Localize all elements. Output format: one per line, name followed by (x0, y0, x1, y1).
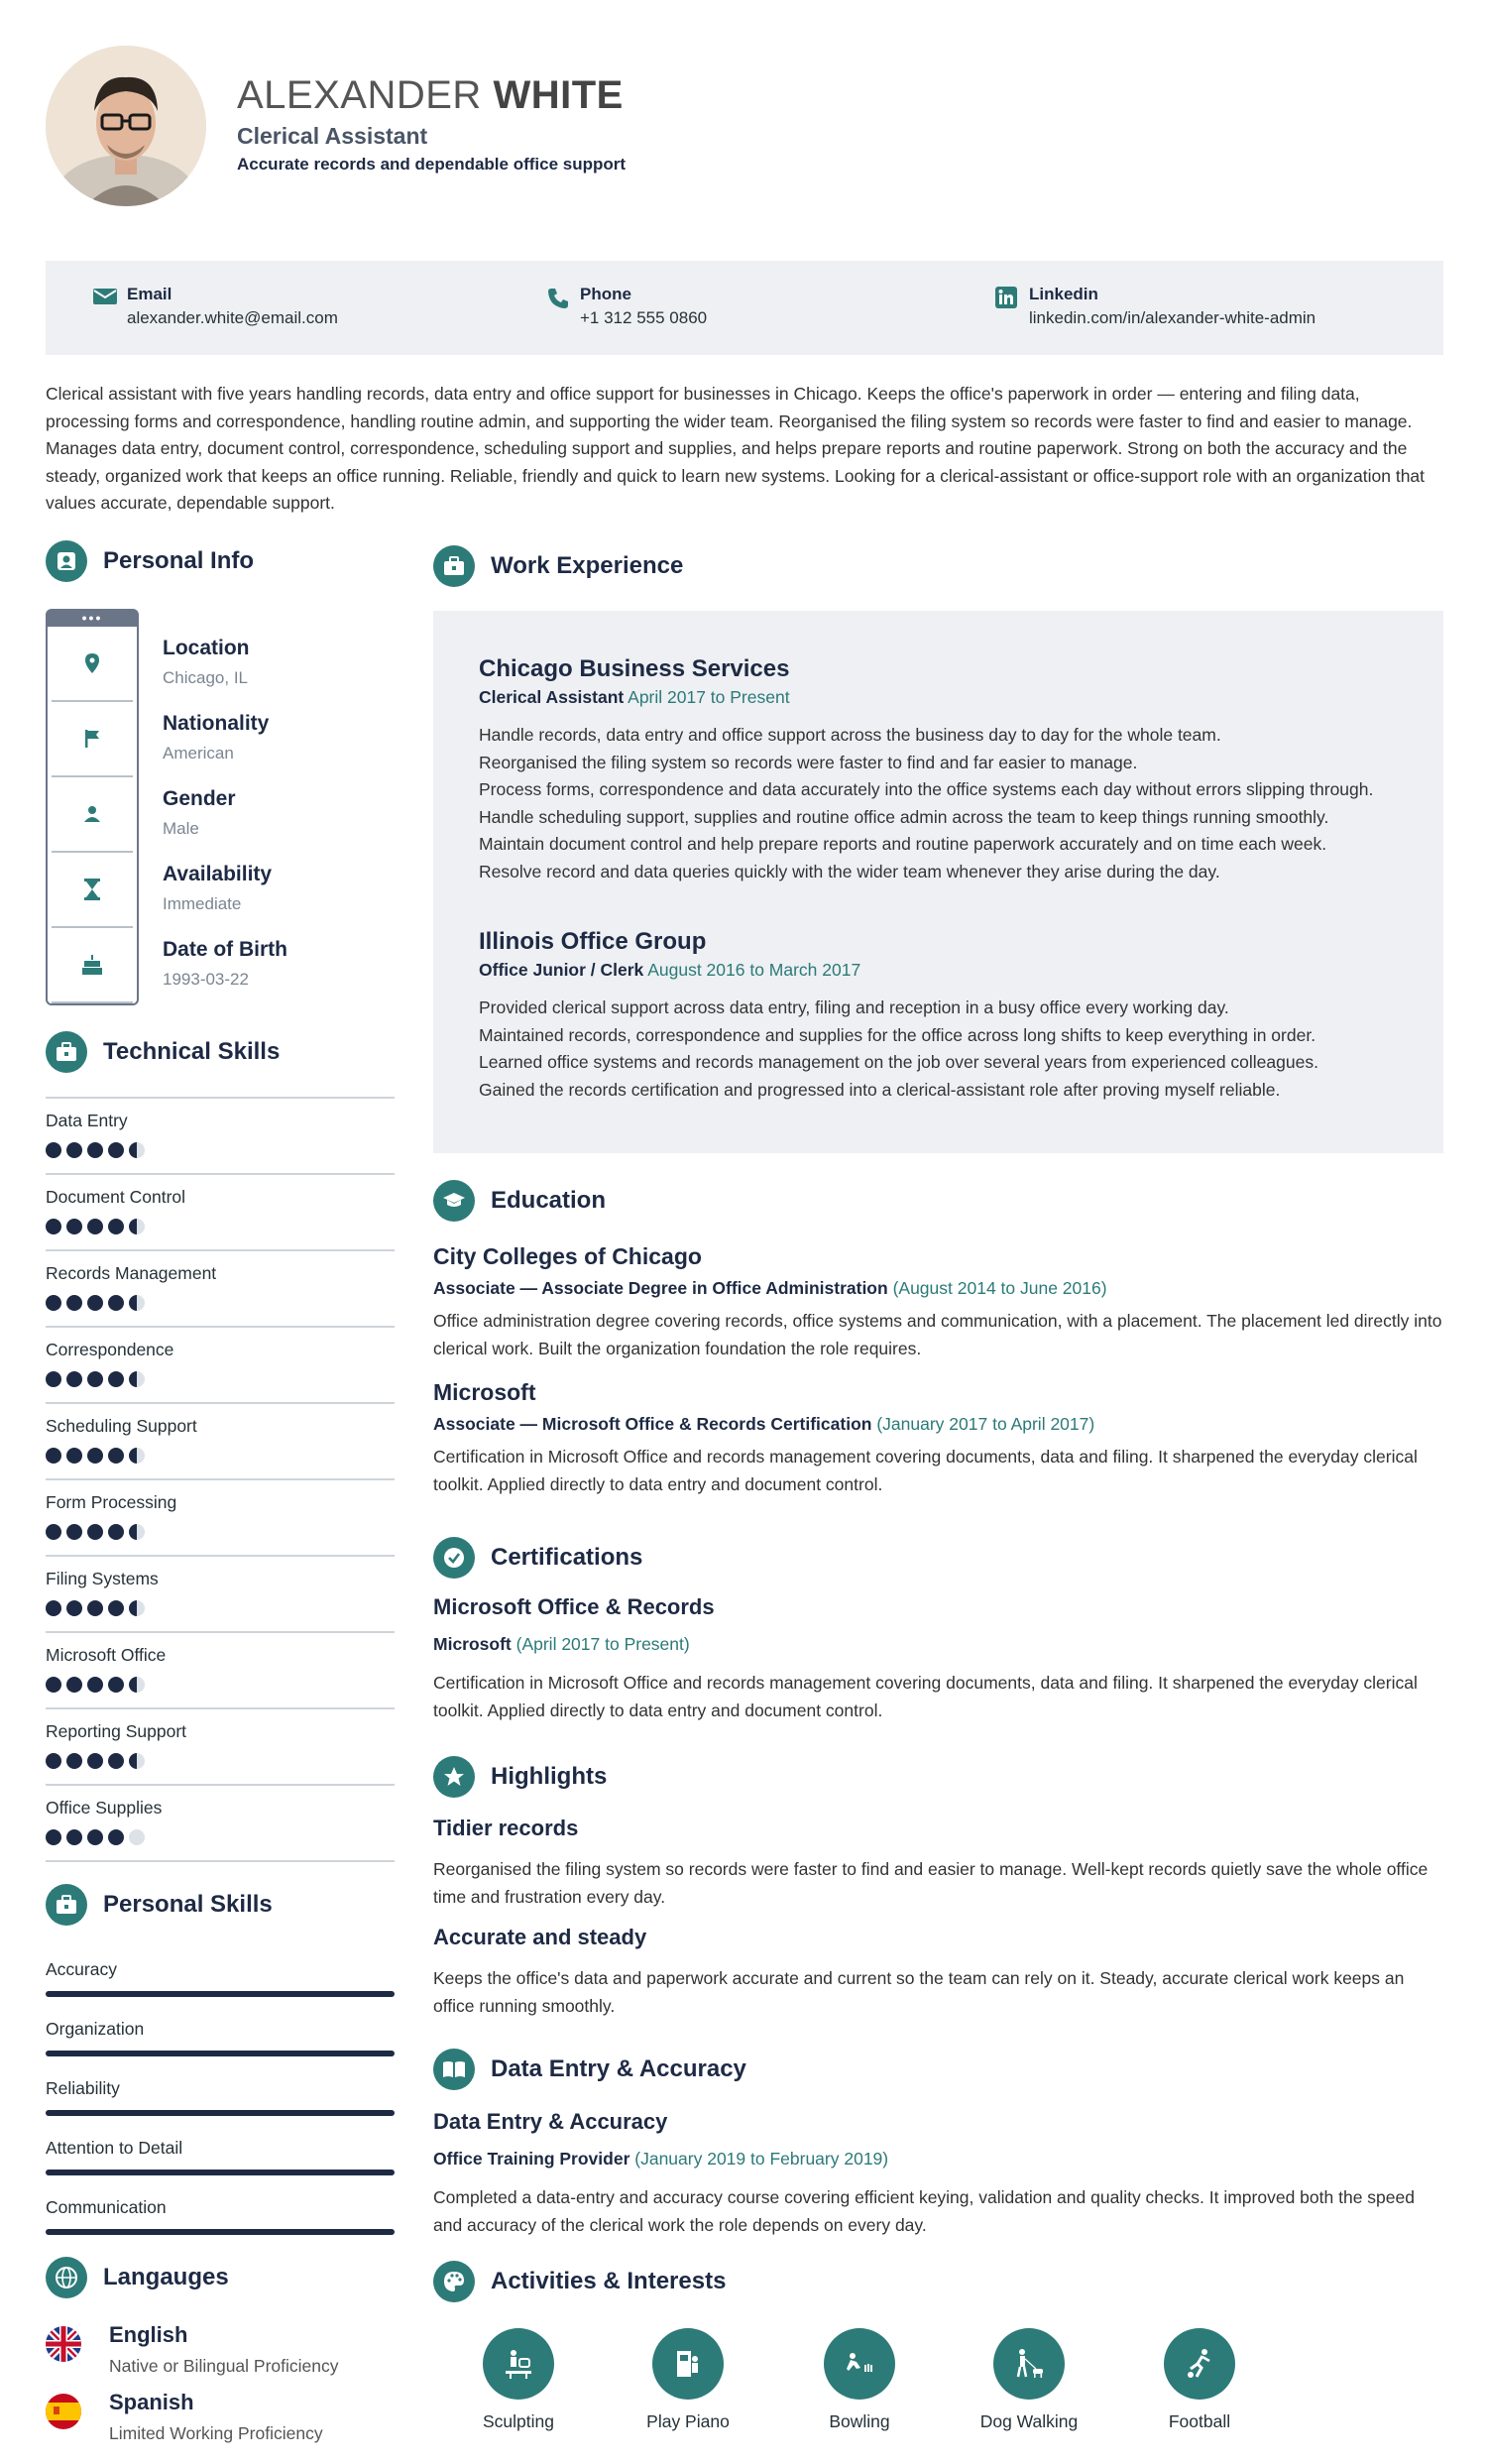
dog-walking-icon (993, 2328, 1065, 2400)
education-school: City Colleges of Chicago (433, 1243, 702, 1269)
rating-dot (129, 1600, 145, 1616)
skill-item: Data Entry (46, 1097, 395, 1173)
briefcase-icon (433, 545, 475, 587)
email-label: Email (127, 285, 172, 303)
skill-rating (46, 1600, 145, 1616)
rating-dot (108, 1142, 124, 1158)
rating-dot (87, 1142, 103, 1158)
bowling-icon (824, 2328, 895, 2400)
phone-icon (546, 287, 572, 310)
certification-entry (433, 1594, 1443, 1724)
skill-rating (46, 1142, 145, 1158)
spain-flag-icon (46, 2394, 81, 2429)
skill-bar (46, 1991, 395, 1997)
skill-item: Records Management (46, 1249, 395, 1326)
skill-rating (46, 1753, 145, 1769)
education-meta: Associate — Microsoft Office & Records Certification (January 2017 to April 2017) (433, 1414, 1095, 1434)
languages-heading: Langauges (46, 2257, 229, 2298)
rating-dot (108, 1753, 124, 1769)
linkedin-value[interactable]: linkedin.com/in/alexander-white-admin (1029, 308, 1316, 327)
skill-item: Document Control (46, 1173, 395, 1249)
rating-dot (87, 1448, 103, 1464)
football-icon (1164, 2328, 1235, 2400)
phone-label: Phone (580, 285, 631, 303)
rating-dot (87, 1753, 103, 1769)
job-entry (479, 655, 1411, 885)
skill-bar-fill (46, 2170, 395, 2175)
skill-item: Scheduling Support (46, 1402, 395, 1478)
rating-dot (108, 1448, 124, 1464)
skill-rating (46, 1524, 145, 1540)
job-company: Illinois Office Group (479, 928, 707, 955)
highlight-title: Accurate and steady (433, 1925, 647, 1949)
training-desc: Completed a data-entry and accuracy course covering efficient keying, validation and quality checks. It improved both the speed and accuracy of the clerical work the role depends on every day. (433, 2187, 1415, 2235)
rating-dot (108, 1600, 124, 1616)
graduation-cap-icon (433, 1180, 475, 1222)
personal-info-nationality: Nationality American (46, 702, 402, 777)
profile-summary: Clerical assistant with five years handling records, data entry and office support for businesses in Chicago. Keeps the office's paperwork in order — entering and filing data, processing forms and correspondence, handling routine admin, and supporting the wider team. Reorganised the filing system so records were faster to find and easier to manage. Manages data entry, document control, correspondence, scheduling support and supplies, and helps prepare reports and routine paperwork. Strong on both the accuracy and the steady, organized work that keeps an office running. Reliable, friendly and quick to learn new systems. Looking for a clerical-assistant or office-support role with an organization that values accurate, dependable support. (46, 384, 1426, 513)
interest-item: Play Piano (624, 2328, 752, 2432)
globe-icon (46, 2257, 87, 2298)
personal-info-rail: ••• (46, 609, 139, 1005)
rating-dot (66, 1371, 82, 1387)
rating-dot (66, 1677, 82, 1693)
work-experience-heading: Work Experience (433, 545, 683, 587)
phone-value[interactable]: +1 312 555 0860 (580, 308, 708, 327)
education-desc: Certification in Microsoft Office and records management covering documents, data and filing. It sharpened the everyday clerical toolkit. Applied directly to data entry and document control. (433, 1447, 1418, 1494)
rating-dot (66, 1753, 82, 1769)
rating-dot (129, 1142, 145, 1158)
rating-dot (87, 1524, 103, 1540)
rating-dot (108, 1677, 124, 1693)
skill-bar (46, 2110, 395, 2116)
rating-dot (87, 1219, 103, 1234)
skill-bar (46, 2229, 395, 2235)
rating-dot (46, 1219, 61, 1234)
rating-dot (46, 1295, 61, 1311)
rating-dot (46, 1829, 61, 1845)
rating-dot (87, 1829, 103, 1845)
linkedin-icon (995, 287, 1021, 310)
rating-dot (46, 1600, 61, 1616)
rating-dot (66, 1295, 82, 1311)
skill-bar (46, 2170, 395, 2175)
contact-bar (46, 261, 1443, 355)
education-entry (433, 1379, 1443, 1498)
training-meta: Office Training Provider (January 2019 to February 2019) (433, 2149, 889, 2169)
rating-dot (108, 1295, 124, 1311)
highlight-desc: Keeps the office's data and paperwork accurate and current so the team can rely on it. Steady, accurate clerical work keeps an office running smoothly. (433, 1968, 1405, 2016)
rating-dot (66, 1219, 82, 1234)
certification-name: Microsoft Office & Records (433, 1594, 715, 1619)
rating-dot (66, 1524, 82, 1540)
skill-rating (46, 1677, 145, 1693)
skill-item: Office Supplies (46, 1784, 395, 1860)
location-pin-icon (52, 627, 133, 702)
work-experience-panel (433, 611, 1443, 1153)
personal-skill-item: Attention to Detail (46, 2132, 395, 2191)
rating-dot (87, 1371, 103, 1387)
job-bullets: Provided clerical support across data entry, filing and reception in a busy office every working day. Maintained records, correspondence and supplies for the office across long shifts to keep everything in order. Learned office systems and records management on the job over several years from experienced colleagues. Gained the records certification and progressed into a clerical-assistant role after proving myself reliable. (479, 997, 1318, 1100)
rating-dot (129, 1448, 145, 1464)
badge-check-icon (433, 1537, 475, 1579)
resume-header (46, 46, 1443, 209)
technical-skills-list (46, 1097, 395, 1862)
job-company: Chicago Business Services (479, 655, 790, 682)
skill-rating (46, 1829, 145, 1845)
rating-dot (108, 1829, 124, 1845)
linkedin-label: Linkedin (1029, 285, 1098, 303)
rating-dot (66, 1829, 82, 1845)
highlight-title: Tidier records (433, 1816, 579, 1840)
star-icon (433, 1756, 475, 1798)
language-item: English Native or Bilingual Proficiency (46, 2322, 402, 2382)
personal-skills-heading: Personal Skills (46, 1884, 273, 1926)
training-name: Data Entry & Accuracy (433, 2109, 668, 2134)
skill-bar (46, 2051, 395, 2056)
skill-rating (46, 1295, 145, 1311)
interest-item: Football (1135, 2328, 1264, 2432)
candidate-name: ALEXANDER WHITE (237, 73, 624, 117)
personal-info-heading: Personal Info (46, 540, 254, 582)
technical-skills-heading: Technical Skills (46, 1031, 280, 1073)
rating-dot (108, 1219, 124, 1234)
skill-rating (46, 1219, 145, 1234)
rating-dot (87, 1295, 103, 1311)
id-badge-icon (46, 540, 87, 582)
candidate-role: Clerical Assistant (237, 123, 428, 149)
rating-dot (46, 1371, 61, 1387)
divider (46, 1860, 395, 1862)
briefcase-icon (46, 1031, 87, 1073)
certification-desc: Certification in Microsoft Office and records management covering documents, data and filing. It sharpened the everyday clerical toolkit. Applied directly to data entry and document control. (433, 1673, 1418, 1720)
interest-item: Dog Walking (965, 2328, 1093, 2432)
skill-bar-fill (46, 1991, 395, 1997)
skill-item: Microsoft Office (46, 1631, 395, 1707)
interest-item: Bowling (795, 2328, 924, 2432)
rating-dot (129, 1295, 145, 1311)
rating-dot (87, 1600, 103, 1616)
skill-item: Correspondence (46, 1326, 395, 1402)
personal-info-dob: Date of Birth 1993-03-22 (46, 928, 402, 1003)
email-value[interactable]: alexander.white@email.com (127, 308, 338, 327)
hourglass-icon (52, 853, 133, 928)
training-heading: Data Entry & Accuracy (433, 2049, 746, 2090)
job-bullets: Handle records, data entry and office support across the business day to day for the whole team. Reorganised the filing system so records were faster to find and far easier to manage. Process forms, correspondence and data accurately into the office systems each day without errors slipping through. Handle scheduling support, supplies and routine office admin across the team to keep things running smoothly. Maintain document control and help prepare reports and routine paperwork accurately and on time each week. Resolve record and data queries quickly with the wider team whenever they arise during the day. (479, 725, 1374, 881)
education-heading: Education (433, 1180, 606, 1222)
education-entry (433, 1243, 1443, 1362)
job-meta: Office Junior / Clerk August 2016 to March 2017 (479, 960, 861, 980)
personal-skill-item: Reliability (46, 2072, 395, 2132)
flag-icon (52, 702, 133, 777)
profile-photo (46, 46, 206, 206)
highlight-entry (433, 1925, 1443, 2020)
skill-item: Reporting Support (46, 1707, 395, 1784)
rating-dot (129, 1371, 145, 1387)
uk-flag-icon (46, 2326, 81, 2362)
highlight-entry (433, 1816, 1443, 1911)
language-item: Spanish Limited Working Proficiency (46, 2390, 402, 2449)
highlights-heading: Highlights (433, 1756, 607, 1798)
highlight-desc: Reorganised the filing system so records were faster to find and easier to manage. Well-kept records quietly save the whole office time and frustration every day. (433, 1859, 1429, 1907)
book-icon (433, 2049, 475, 2090)
rating-dot (46, 1677, 61, 1693)
certification-meta: Microsoft (April 2017 to Present) (433, 1634, 690, 1654)
job-meta: Clerical Assistant April 2017 to Present (479, 687, 790, 707)
job-entry (479, 928, 1411, 1104)
rating-dot (108, 1524, 124, 1540)
personal-skill-item: Organization (46, 2013, 395, 2072)
rating-dot (129, 1829, 145, 1845)
education-school: Microsoft (433, 1379, 536, 1405)
skill-rating (46, 1448, 145, 1464)
skill-item: Filing Systems (46, 1555, 395, 1631)
rating-dot (108, 1371, 124, 1387)
sculpting-icon (483, 2328, 554, 2400)
rating-dot (129, 1524, 145, 1540)
personal-info-location: Location Chicago, IL (46, 627, 402, 702)
personal-info-gender: Gender Male (46, 777, 402, 853)
rating-dot (129, 1219, 145, 1234)
piano-icon (652, 2328, 724, 2400)
rating-dot (66, 1142, 82, 1158)
skill-bar-fill (46, 2229, 395, 2235)
personal-skill-item: Communication (46, 2191, 395, 2251)
candidate-tagline: Accurate records and dependable office support (237, 155, 627, 174)
cake-icon (52, 928, 133, 1003)
briefcase-icon (46, 1884, 87, 1926)
rating-dot (129, 1753, 145, 1769)
rating-dot (46, 1753, 61, 1769)
certifications-heading: Certifications (433, 1537, 642, 1579)
personal-info-availability: Availability Immediate (46, 853, 402, 928)
rating-dot (129, 1677, 145, 1693)
palette-icon (433, 2261, 475, 2302)
education-meta: Associate — Associate Degree in Office Administration (August 2014 to June 2016) (433, 1278, 1107, 1298)
training-entry (433, 2109, 1443, 2239)
rating-dot (46, 1142, 61, 1158)
rating-dot (66, 1448, 82, 1464)
person-icon (52, 777, 133, 853)
rating-dot (87, 1677, 103, 1693)
education-desc: Office administration degree covering records, office systems and communication, with a placement. The placement led directly into clerical work. Built the organization foundation the role requires. (433, 1311, 1442, 1358)
rating-dot (66, 1600, 82, 1616)
email-icon (93, 287, 119, 310)
personal-skill-item: Accuracy (46, 1953, 395, 2013)
rating-dot (46, 1448, 61, 1464)
skill-rating (46, 1371, 145, 1387)
skill-bar-fill (46, 2051, 395, 2056)
interests-heading: Activities & Interests (433, 2261, 726, 2302)
skill-item: Form Processing (46, 1478, 395, 1555)
interest-item: Sculpting (454, 2328, 583, 2432)
rating-dot (46, 1524, 61, 1540)
personal-skills-list (46, 1953, 395, 2251)
skill-bar-fill (46, 2110, 395, 2116)
